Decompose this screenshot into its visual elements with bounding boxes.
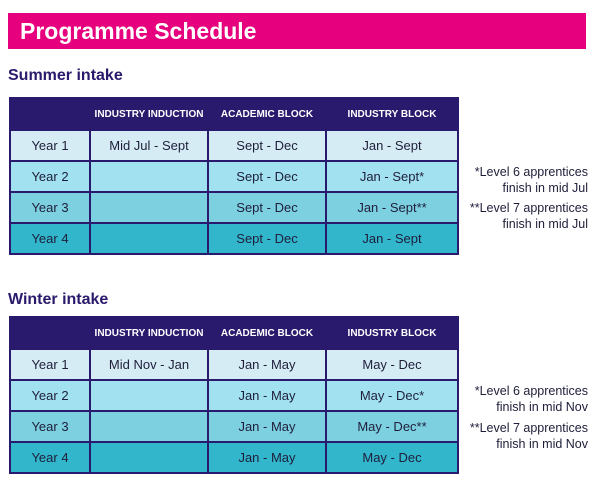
cell-industry-induction	[90, 380, 208, 411]
table-row	[10, 411, 458, 442]
cell-year: Year 4	[10, 223, 90, 254]
page-title-banner	[8, 13, 586, 49]
cell-industry-block: Jan - Sept*	[326, 161, 458, 192]
cell-academic-block: Jan - May	[208, 442, 326, 473]
summer-schedule-table	[9, 97, 459, 255]
column-header-academic-block: ACADEMIC BLOCK	[208, 98, 326, 130]
table-header-row	[10, 98, 458, 130]
cell-academic-block: Jan - May	[208, 349, 326, 380]
column-header-year	[10, 98, 90, 130]
cell-industry-induction: Mid Jul - Sept	[90, 130, 208, 161]
page-title: Programme Schedule	[20, 18, 257, 44]
table-row	[10, 349, 458, 380]
table-row	[10, 130, 458, 161]
winter-note-level6	[448, 383, 588, 415]
column-header-year	[10, 317, 90, 349]
note-line: finish in mid Nov	[496, 400, 588, 414]
cell-industry-block: Jan - Sept	[326, 130, 458, 161]
summer-note-level6	[448, 164, 588, 196]
winter-intake-title: Winter intake	[8, 291, 109, 308]
cell-industry-block: Jan - Sept	[326, 223, 458, 254]
note-line: **Level 7 apprentices	[469, 421, 588, 435]
cell-industry-induction: Mid Nov - Jan	[90, 349, 208, 380]
winter-schedule-table	[9, 316, 459, 474]
cell-industry-block: May - Dec*	[326, 380, 458, 411]
cell-academic-block: Sept - Dec	[208, 192, 326, 223]
cell-year: Year 2	[10, 380, 90, 411]
note-line: finish in mid Nov	[496, 437, 588, 451]
cell-industry-block: May - Dec**	[326, 411, 458, 442]
cell-industry-block: May - Dec	[326, 349, 458, 380]
column-header-industry-induction: INDUSTRY INDUCTION	[90, 98, 208, 130]
table-row	[10, 161, 458, 192]
note-line: finish in mid Jul	[502, 181, 588, 195]
cell-academic-block: Sept - Dec	[208, 130, 326, 161]
cell-year: Year 1	[10, 349, 90, 380]
cell-year: Year 3	[10, 192, 90, 223]
cell-industry-induction	[90, 411, 208, 442]
cell-industry-induction	[90, 192, 208, 223]
cell-year: Year 1	[10, 130, 90, 161]
cell-academic-block: Jan - May	[208, 411, 326, 442]
cell-academic-block: Jan - May	[208, 380, 326, 411]
cell-academic-block: Sept - Dec	[208, 161, 326, 192]
cell-industry-induction	[90, 161, 208, 192]
column-header-industry-block: INDUSTRY BLOCK	[326, 98, 458, 130]
table-row	[10, 192, 458, 223]
table-row	[10, 380, 458, 411]
note-line: **Level 7 apprentices	[469, 201, 588, 215]
column-header-industry-induction: INDUSTRY INDUCTION	[90, 317, 208, 349]
table-row	[10, 223, 458, 254]
column-header-industry-block: INDUSTRY BLOCK	[326, 317, 458, 349]
winter-note-level7	[448, 420, 588, 452]
cell-year: Year 2	[10, 161, 90, 192]
cell-industry-induction	[90, 223, 208, 254]
column-header-academic-block: ACADEMIC BLOCK	[208, 317, 326, 349]
note-line: *Level 6 apprentices	[474, 165, 588, 179]
cell-year: Year 4	[10, 442, 90, 473]
cell-industry-block: May - Dec	[326, 442, 458, 473]
summer-note-level7	[448, 200, 588, 232]
cell-year: Year 3	[10, 411, 90, 442]
note-line: finish in mid Jul	[502, 217, 588, 231]
summer-intake-title: Summer intake	[8, 67, 123, 84]
cell-industry-block: Jan - Sept**	[326, 192, 458, 223]
table-header-row	[10, 317, 458, 349]
cell-academic-block: Sept - Dec	[208, 223, 326, 254]
cell-industry-induction	[90, 442, 208, 473]
note-line: *Level 6 apprentices	[474, 384, 588, 398]
table-row	[10, 442, 458, 473]
